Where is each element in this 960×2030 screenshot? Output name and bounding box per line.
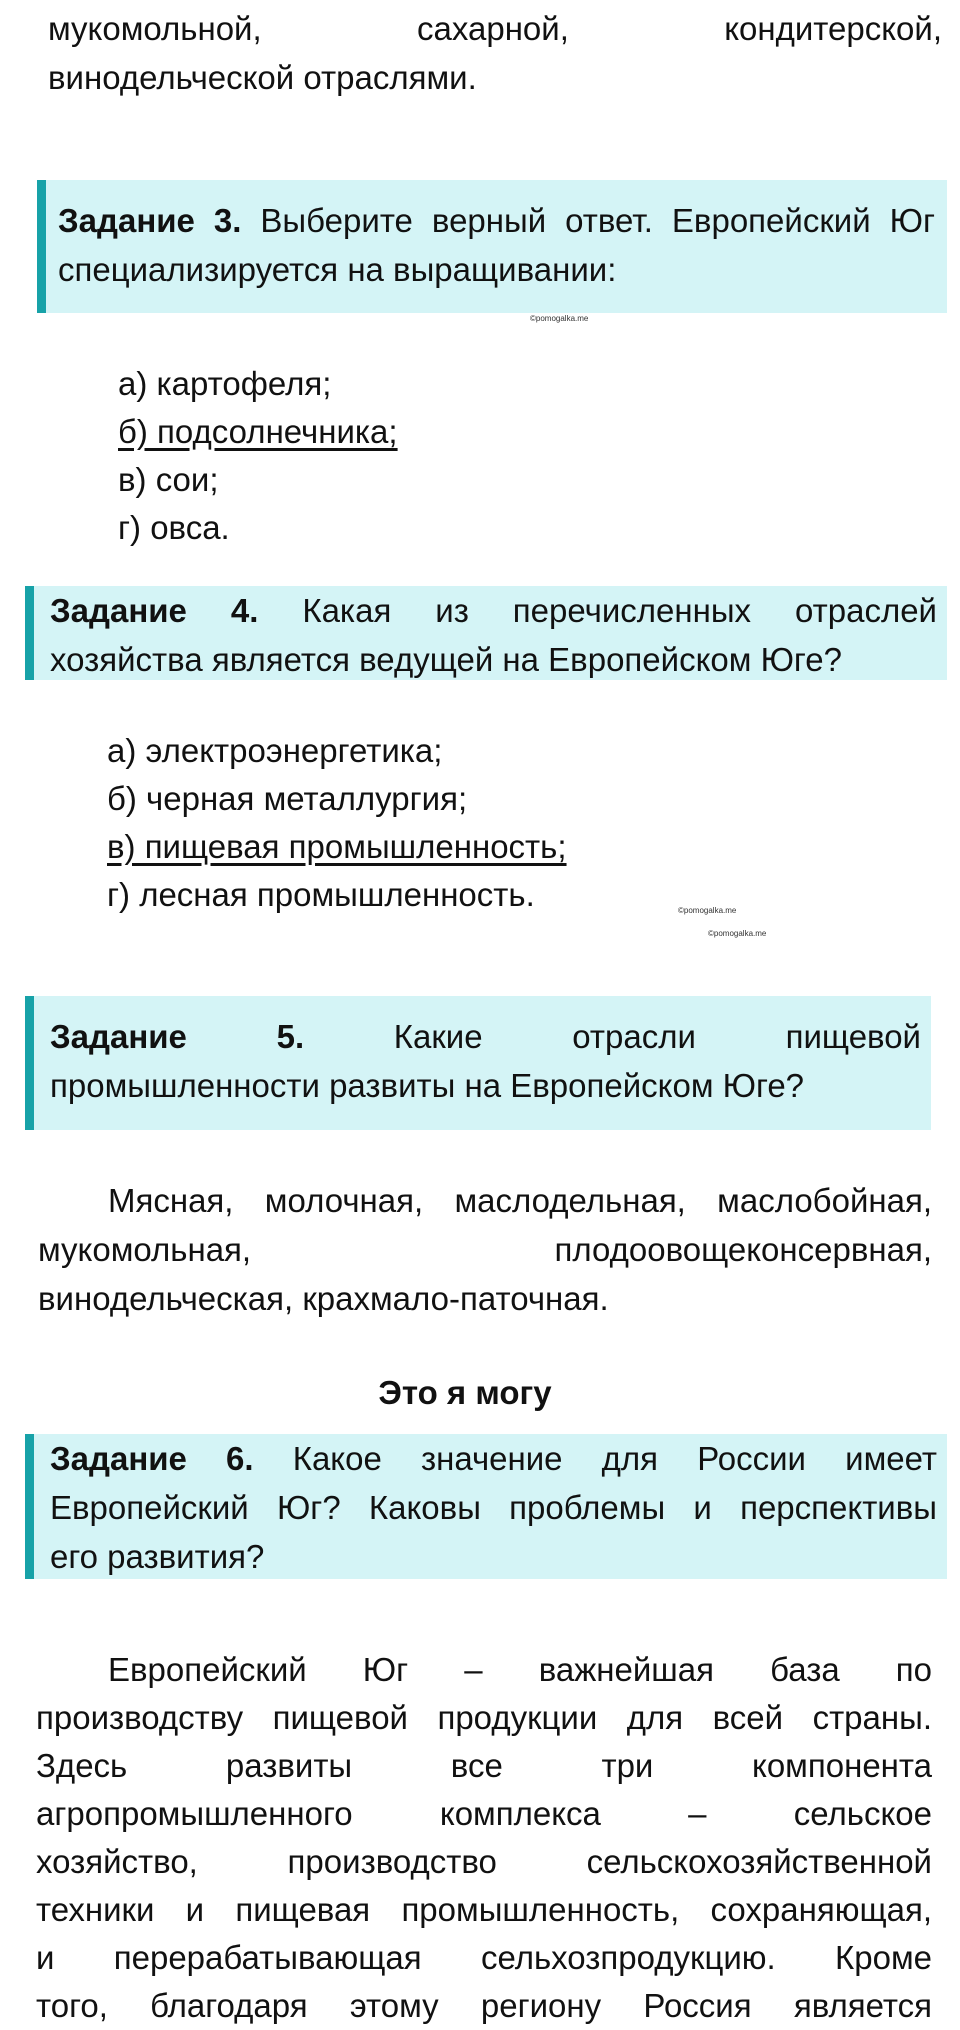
task-6-text-1: Какое значение для России имеет [253,1440,937,1477]
intro-paragraph [48,4,942,102]
task-3-line-2: специализируется на выращивании: [58,251,617,288]
section-heading: Это я могу [378,1374,552,1411]
task-4-box [25,586,947,680]
task-6-answer-line-4: агропромышленного комплекса – сельское [36,1795,932,1832]
task-6-answer-line-5: хозяйство, производство сельскохозяйственной [36,1843,932,1880]
task-6-box [25,1434,947,1579]
task-6-line-1 [50,1434,937,1483]
task-4-option-b: б) черная металлургия; [107,780,468,817]
task-5-label: Задание 5. [50,1018,305,1055]
task-5-box [25,996,931,1130]
task-6-answer-line-8: того, благодаря этому региону Россия является [36,1987,932,2024]
task-4-label: Задание 4. [50,592,259,629]
task-6-answer-line-3: Здесь развиты все три компонента [36,1747,932,1784]
task-5-answer-line-1: Мясная, молочная, маслодельная, маслобойная, [108,1182,932,1219]
task-3-box [37,180,947,313]
task-5-answer [38,1176,932,1323]
task-3-option-d: г) овса. [118,509,230,546]
task-3-option-a: а) картофеля; [118,365,332,402]
task-4-option-d: г) лесная промышленность. [107,876,535,913]
task-3-label: Задание 3. [58,202,242,239]
task-6-line-2: Европейский Юг? Каковы проблемы и перспективы [50,1489,937,1526]
task-5-line-1 [50,1012,921,1061]
task-5-answer-line-2: мукомольная, плодоовощеконсервная, [38,1231,932,1268]
task-4-line-2: хозяйства является ведущей на Европейском Юге? [50,641,842,678]
watermark: ©pomogalka.me [678,906,737,915]
task-5-line-2: промышленности развиты на Европейском Юге? [50,1067,805,1104]
watermark: ©pomogalka.me [708,929,767,938]
intro-line-2: винодельческой отраслями. [48,59,477,96]
task-4-line-1 [50,586,937,635]
task-3-option-b-correct: б) подсолнечника; [118,413,398,450]
intro-line-1: мукомольной, сахарной, кондитерской, [48,10,942,47]
task-6-answer-line-2: производству пищевой продукции для всей страны. [36,1699,932,1736]
task-3-option-c: в) сои; [118,461,219,498]
task-6-answer [36,1646,932,2030]
task-6-label: Задание 6. [50,1440,254,1477]
task-4-text-1: Какая из перечисленных отраслей [258,592,937,629]
task-4-option-c-correct: в) пищевая промышленность; [107,828,567,865]
task-4-option-a: а) электроэнергетика; [107,732,443,769]
task-5-text-1: Какие отрасли пищевой [304,1018,921,1055]
task-5-answer-line-3: винодельческая, крахмало-паточная. [38,1280,609,1317]
task-6-line-3: его развития? [50,1538,265,1575]
task-3-text-1: Выберите верный ответ. Европейский Юг [241,202,936,239]
task-6-answer-line-6: техники и пищевая промышленность, сохраняющая, [36,1891,932,1928]
task-3-line-1 [58,196,935,245]
task-6-answer-line-7: и перерабатывающая сельхозпродукцию. Кроме [36,1939,932,1976]
task-6-answer-line-1: Европейский Юг – важнейшая база по [108,1651,932,1688]
watermark: ©pomogalka.me [530,314,589,323]
